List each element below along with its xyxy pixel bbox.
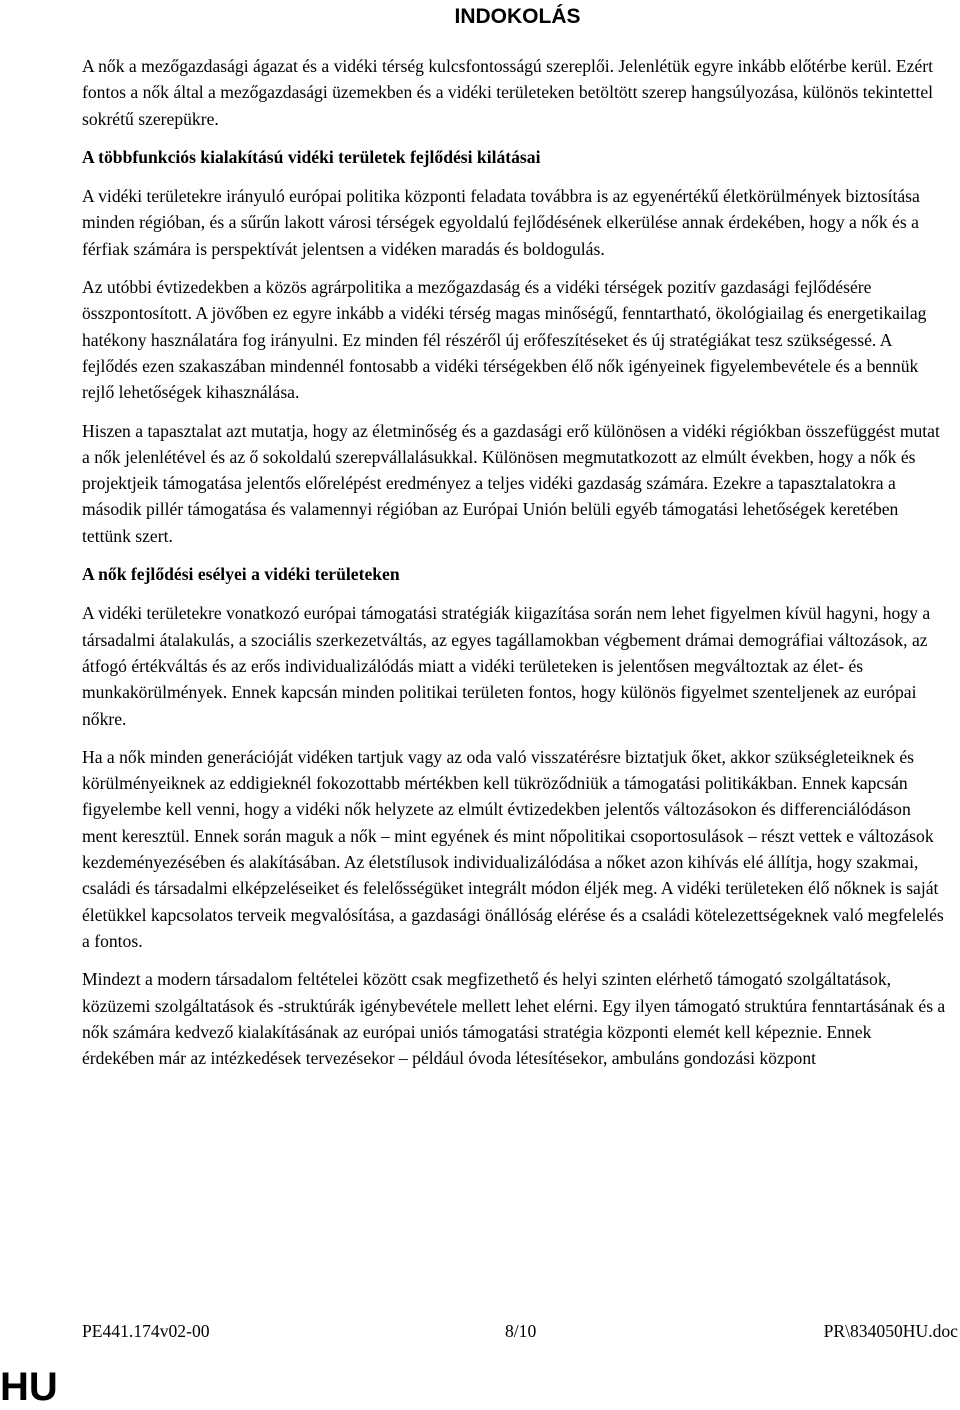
document-title: INDOKOLÁS xyxy=(454,5,581,28)
paragraph: A vidéki területekre irányuló európai politika központi feladata továbbra is az egyenértékű életkörülmények biztosítása minden régióban, és a sűrűn lakott városi térségek egyoldalú fejlődésének elkerülése annak érdekében, hogy a nők és a férfiak számára is perspektívát jelentsen a vidéken maradás és boldogulás. xyxy=(82,186,920,259)
page-number: 8/10 xyxy=(505,1321,537,1341)
language-code: HU xyxy=(0,1365,58,1409)
page-footer xyxy=(82,1318,958,1344)
document-body xyxy=(82,53,948,1083)
paragraph: A vidéki területekre vonatkozó európai támogatási stratégiák kiigazítása során nem lehet figyelmen kívül hagyni, hogy a társadalmi átalakulás, a szociális szerkezetváltás, az egyes tagállamokban végbement drámai demográfiai változások, az átfogó értékváltás és az erős individualizálódás miatt a vidéki területeken is jelentősen megváltoztak az élet- és munkakörülmények. Ennek kapcsán minden politikai területen fontos, hogy különös figyelmet szenteljenek az európai nőkre. xyxy=(82,603,931,729)
section-heading: A többfunkciós kialakítású vidéki területek fejlődési kilátásai xyxy=(82,146,541,167)
document-reference: PE441.174v02-00 xyxy=(82,1321,210,1341)
paragraph: Ha a nők minden generációját vidéken tartjuk vagy az oda való visszatérésre biztatjuk őket, akkor szükségleteiknek és körülményeiknek az eddigieknél fokozottabb mértékben kell tükröződniük a támogatási politikákban. Ennek kapcsán figyelembe kell venni, hogy a vidéki nők helyzete az elmúlt évtizedekben jelentős változásokon és differenciálódáson ment keresztül. Ennek során maguk a nők – mint egyének és mint nőpolitikai csoportosulások – részt vettek e változások kezdeményezésében és alakításában. Az életstílusok individualizálódása a nőket azon kihívás elé állítja, hogy szakmai, családi és társadalmi elképzeléseiket és felelősségüket integrált módon éljék meg. A vidéki területeken élő nőknek is saját életükkel kapcsolatos terveik megvalósítása, a gazdasági önállóság elérése és a családi kötelezettségeknek való megfelelés a fontos. xyxy=(82,746,944,951)
paragraph: A nők a mezőgazdasági ágazat és a vidéki térség kulcsfontosságú szereplői. Jelenlétük egyre inkább előtérbe kerül. Ezért fontos a nők által a mezőgazdasági üzemekben és a vidéki területeken betöltött szerep hangsúlyozása, különös tekintettel sokrétű szerepükre. xyxy=(82,56,934,129)
section-heading: A nők fejlődési esélyei a vidéki területeken xyxy=(82,564,400,585)
paragraph: Hiszen a tapasztalat azt mutatja, hogy az életminőség és a gazdasági erő különösen a vidéki régiókban összefüggést mutat a nők jelenlétével és az ő sokoldalú szerepvállalásukkal. Különösen megmutatkozott az elmúlt években, hogy a nők és projektjeik támogatása jelentős előrelépést eredményez a teljes vidéki gazdaság számára. Ezekre a tapasztalatokra a második pillér támogatása és valamennyi régióban az Európai Unión belüli egyéb támogatási lehetőségek keretében tettünk szert. xyxy=(82,420,940,546)
file-reference: PR\834050HU.doc xyxy=(823,1321,958,1341)
paragraph: Az utóbbi évtizedekben a közös agrárpolitika a mezőgazdaság és a vidéki térségek pozitív gazdasági fejlődésére összpontosított. A jövőben ez egyre inkább a vidéki térség magas minőségű, fenntartható, ökológiailag és energetikailag hatékony használatára fog irányulni. Ez minden fél részéről új erőfeszítéseket és új stratégiákat tesz szükségessé. A fejlődés ezen szakaszában mindennél fontosabb a vidéki térségekben élő nők igényeinek figyelembevétele és a bennük rejlő lehetőségek kihasználása. xyxy=(82,277,927,403)
paragraph: Mindezt a modern társadalom feltételei között csak megfizethető és helyi szinten elérhető támogató szolgáltatások, közüzemi szolgáltatások és -struktúrák igénybevétele mellett lehet elérni. Egy ilyen támogató struktúra fenntartásának és a nők számára kedvező kialakításának az európai uniós támogatási stratégia központi elemét kell képeznie. Ennek érdekében már az intézkedések tervezésekor – például óvoda létesítésekor, ambuláns gondozási központ xyxy=(82,969,946,1069)
